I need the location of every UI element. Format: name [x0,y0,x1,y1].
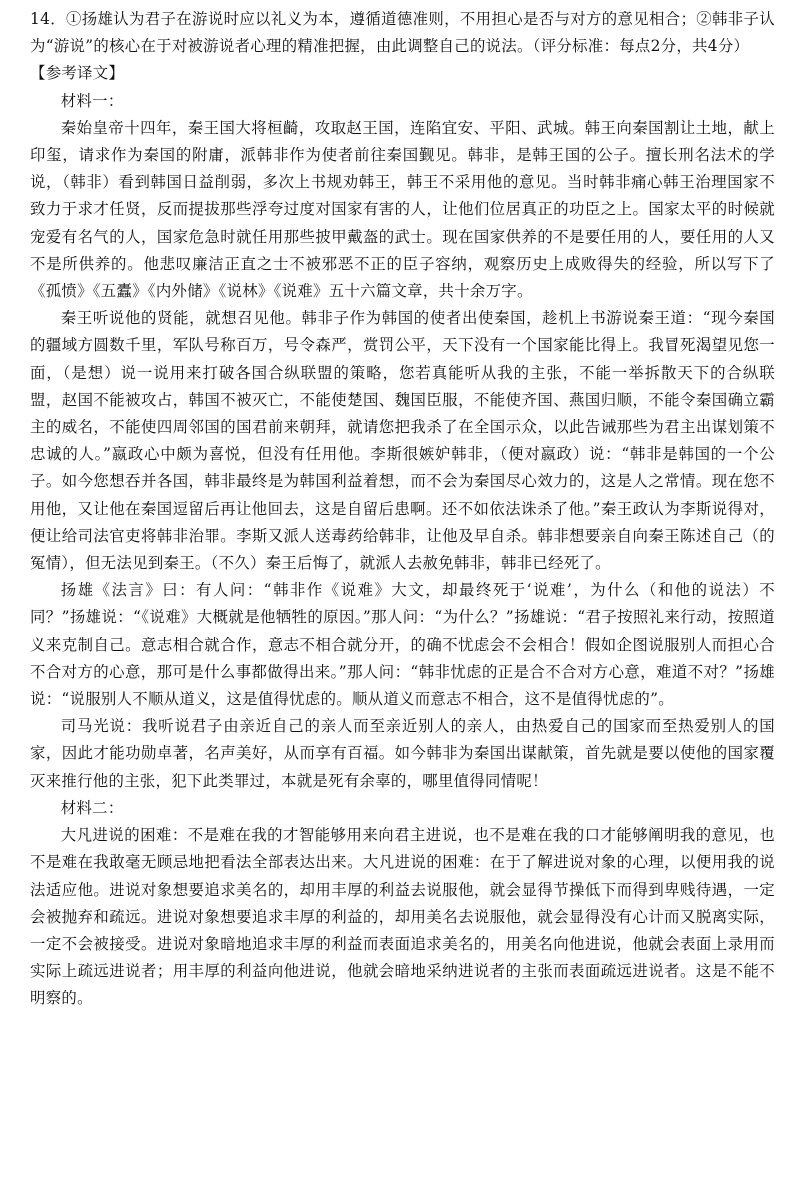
material-one-label: 材料一： [60,91,124,110]
material-one-paragraph: 司马光说：我听说君子由亲近自己的亲人而至亲近别人的亲人，由热爱自己的国家而至热爱别人的国家，因此才能功勋卓著，名声美好，从而享有百福。如今韩非为秦国出谋献策，首先就是要以使他的国家覆灭来推行他的主张，犯下此类罪过，本就是死有余辜的，哪里值得同情呢！ [30,717,775,790]
translation-heading: 【参考译文】 [30,64,125,83]
material-two-paragraph: 大凡进说的困难：不是难在我的才智能够用来向君主进说，也不是难在我的口才能够阐明我的意见，也不是难在我敢毫无顾忌地把看法全部表达出来。大凡进说的困难：在于了解进说对象的心理，以便用我的说法适应他。进说对象想要追求美名的，却用丰厚的利益去说服他，就会显得节操低下而得到卑贱待遇，一定会被抛弃和疏远。进说对象想要追求丰厚的利益的，却用美名去说服他，就会显得没有心计而又脱离实际，一定不会被接受。进说对象暗地追求丰厚的利益而表面追求美名的，用美名向他进说，他就会表面上录用而实际上疏远进说者；用丰厚的利益向他进说，他就会暗地采纳进说者的主张而表面疏远进说者。这是不能不明察的。 [30,826,775,1008]
material-one-paragraph: 秦王听说他的贤能，就想召见他。韩非子作为韩国的使者出使秦国，趁机上书游说秦王道：“现今秦国的疆域方圆数千里，军队号称百万，号令森严，赏罚公平，天下没有一个国家能比得上。我冒死渴望见您一面，（是想）说一说用来打破各国合纵联盟的策略，您若真能听从我的主张，不能一举拆散天下的合纵联盟，赵国不能被攻占，韩国不被灭亡，不能使楚国、魏国臣服，不能使齐国、燕国归顺，不能令秦国确立霸主的威名，不能使四周邻国的国君前来朝拜，就请您把我杀了在全国示众，以此告诫那些为君主出谋划策不忠诚的人。”嬴政心中颇为喜悦，但没有任用他。李斯很嫉妒韩非，（便对嬴政）说：“韩非是韩国的一个公子。如今您想吞并各国，韩非最终是为韩国利益着想，而不会为秦国尽心效力的，这是人之常情。现在您不用他，又让他在秦国逗留后再让他回去，这是自留后患啊。还不如依法诛杀了他。”秦王政认为李斯说得对，便让给司法官吏将韩非治罪。李斯又派人送毒药给韩非，让他及早自杀。韩非想要亲自向秦王陈述自己（的冤情），但无法见到秦王。（不久）秦王后悔了，就派人去赦免韩非，韩非已经死了。 [30,309,775,573]
question-14-answer: 14．①扬雄认为君子在游说时应以礼义为本，遵循道德准则，不用担心是否与对方的意见相合；②韩非子认为“游说”的核心在于对被游说者心理的精准把握，由此调整自己的说法。（评分标准：每点2分，共4分） [30,10,775,56]
material-one-paragraph: 秦始皇帝十四年，秦王国大将桓齮，攻取赵王国，连陷宜安、平阳、武城。韩王向秦国割让土地，献上印玺，请求作为秦国的附庸，派韩非作为使者前往秦国觐见。韩非，是韩王国的公子。擅长刑名法术的学说，（韩非）看到韩国日益削弱，多次上书规劝韩王，韩王不采用他的意见。当时韩非痛心韩王治理国家不致力于求才任贤，反而提拔那些浮夸过度对国家有害的人，让他们位居真正的功臣之上。国家太平的时候就宠爱有名气的人，国家危急时就任用那些披甲戴盔的武士。现在国家供养的不是要任用的人，要任用的人又不是所供养的。他悲叹廉洁正直之士不被邪恶不正的臣子容纳，观察历史上成败得失的经验，所以写下了《孤愤》《五蠹》《内外储》《说林》《说难》五十六篇文章，共十余万字。 [30,118,775,301]
material-two-label: 材料二： [60,798,124,817]
document-page [30,6,775,1013]
material-one-paragraph: 扬雄《法言》曰：有人问：“韩非作《说难》大文，却最终死于‘说难’，为什么（和他的说法）不同？”扬雄说：“《说难》大概就是他牺牲的原因。”那人问：“为什么？”扬雄说：“君子按照礼来行动，按照道义来克制自己。意志相合就合作，意志不相合就分开，的确不忧虑会不会相合！假如企图说服别人而担心合不合对方的心意，那可是什么事都做得出来。”那人问：“韩非忧虑的正是合不合对方心意，难道不对？”扬雄说：“说服别人不顺从道义，这是值得忧虑的。顺从道义而意志不相合，这不是值得忧虑的”。 [30,581,775,709]
